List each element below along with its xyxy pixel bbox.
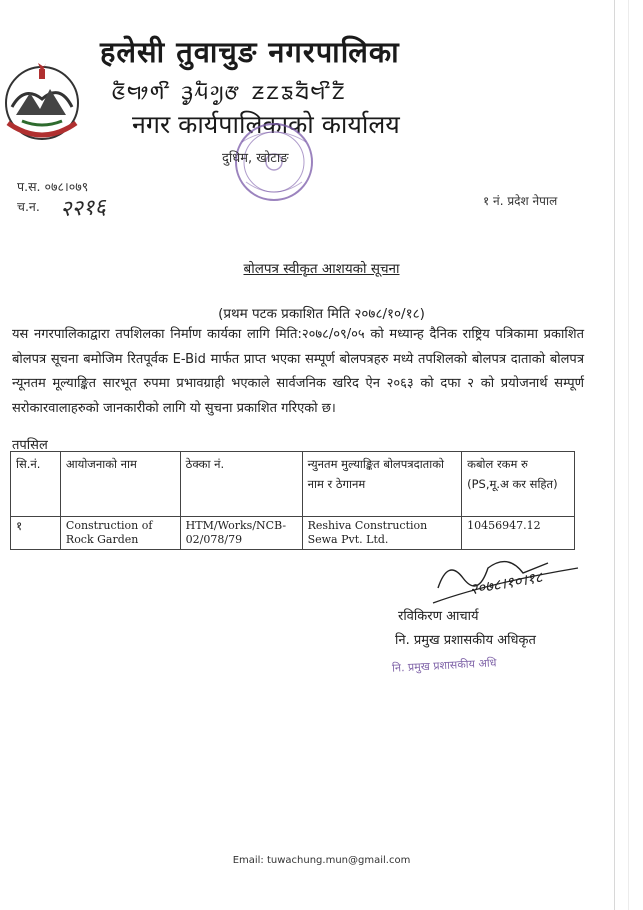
reference-cn-label: च.न. [17, 199, 40, 214]
footer-email: Email: tuwachung.mun@gmail.com [232, 855, 411, 866]
cell-contract-no: HTM/Works/NCB-02/078/79 [180, 517, 302, 550]
cell-bidder: Reshiva Construction Sewa Pvt. Ltd. [302, 517, 462, 550]
header-bidder: न्युनतम मुल्याङ्कित बोलपत्रदाताको नाम र ठेगानम [302, 452, 462, 517]
header-project-name: आयोजनाको नाम [60, 452, 180, 517]
reference-ps: प.स. ०७८।०७९ [17, 179, 89, 194]
table-header-row [11, 452, 575, 517]
header-serial: सि.नं. [11, 452, 61, 517]
province-label: १ नं. प्रदेश नेपाल [483, 194, 558, 208]
municipality-name: हलेसी तुवाचुङ नगरपालिका [100, 35, 400, 69]
cell-bid-amount: 10456947.12 [462, 517, 575, 550]
publication-date: (प्रथम पटक प्रकाशित मिति २०७८/१०/१८) [218, 306, 425, 322]
bid-table [10, 451, 575, 550]
signature-date: २०७८।१०।१८ [468, 567, 544, 599]
signatory-name: रविकिरण आचार्य [398, 609, 479, 624]
page-edge-outer [628, 0, 629, 910]
cell-serial: १ [11, 517, 61, 550]
table-row [11, 517, 575, 550]
municipality-name-limbu: ᤜᤠᤗᤣᤛᤡ ᤋᤢᤘᤠᤆᤢᤅ ᤏᤁᤞᤔᤠᤗᤡᤁᤠ [112, 76, 347, 106]
emblem-icon [2, 55, 82, 145]
header-contract-no: ठेक्का नं. [180, 452, 302, 517]
signatory-stamp: नि. प्रमुख प्रशासकीय अधि [391, 656, 497, 675]
dispatch-number-handwritten: २२१६ [59, 194, 107, 223]
office-address: दुधिम, खोटाङ [222, 151, 289, 166]
office-name: नगर कार्यपालिकाको कार्यालय [132, 110, 400, 139]
schedule-label: तपसिल [12, 438, 48, 453]
page-edge [614, 0, 615, 910]
cell-project-name: Construction of Rock Garden [60, 517, 180, 550]
signatory-title: नि. प्रमुख प्रशासकीय अधिकृत [395, 633, 536, 648]
notice-title: बोलपत्र स्वीकृत आशयको सूचना [243, 261, 400, 277]
header-bid-amount: कबोल रकम रु (PS,मू.अ कर सहित) [462, 452, 575, 517]
notice-body: यस नगरपालिकाद्वारा तपशिलका निर्माण कार्यका लागि मिति:२०७८/०९/०५ को मध्यान्ह दैनिक राष्ट्रिय पत्रिकामा प्रकाशित बोलपत्र सूचना बमोजिम रितपूर्वक E-Bid मार्फत प्राप्त भएका सम्पूर्ण बोलपत्रहरु मध्ये तपशिलको बोलपत्र दाताको बोलपत्र न्यूनतम मूल्याङ्कित सारभूत रुपमा प्रभावग्राही भएकाले सार्वजनिक खरिद ऐन २०६३ को दफा २ को प्रयोजनार्थ सम्पूर्ण सरोकारवालाहरुको जानकारीको लागि यो सुचना प्रकाशित गरिएको छ। [12, 327, 584, 416]
